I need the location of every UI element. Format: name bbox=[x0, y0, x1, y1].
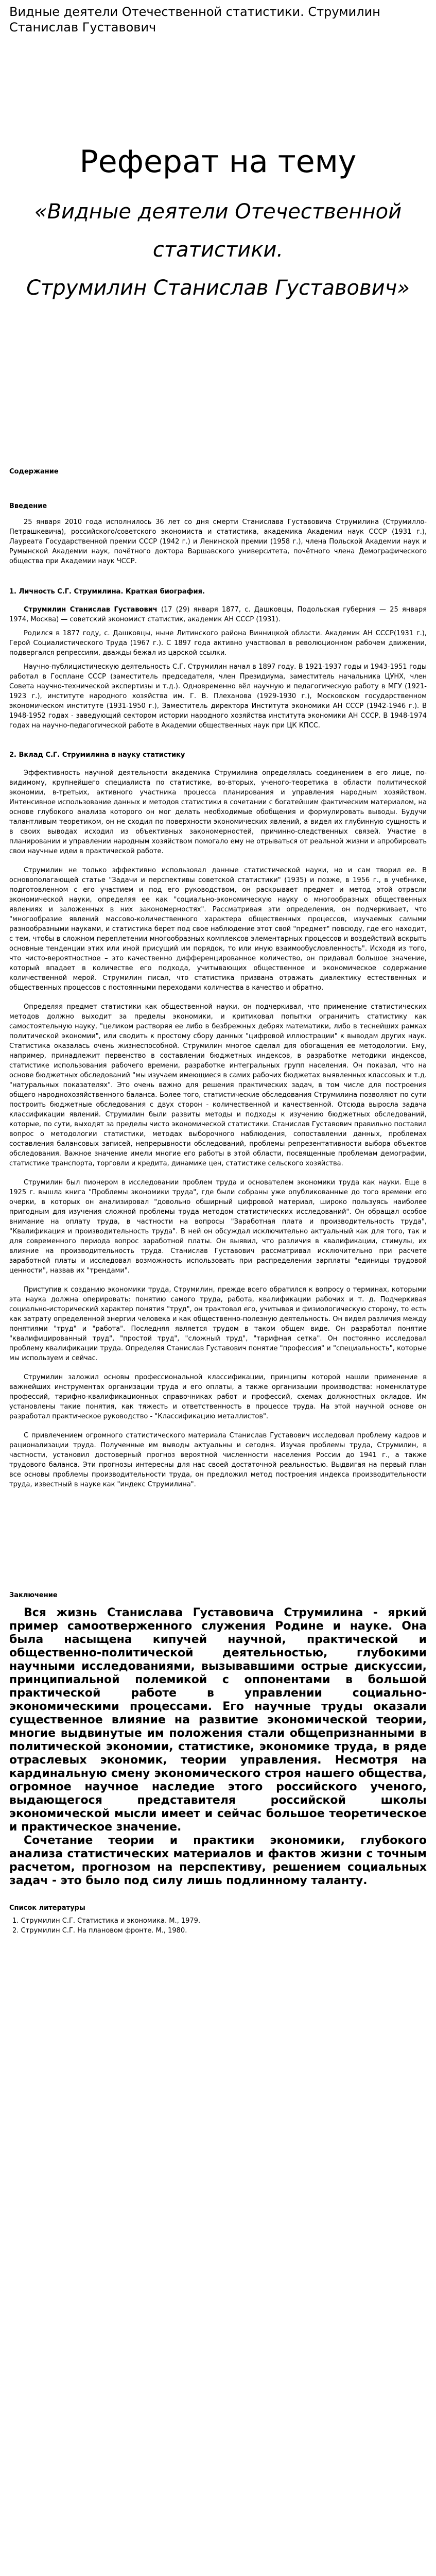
literature-heading: Список литературы bbox=[9, 1904, 85, 1912]
contribution-paragraph: Струмилин не только эффективно использовал данные статистической науки, но и сам творил ее. В основополагающей статье "Задачи и перспективы советской статистики" (1935) и позже, в 1956 г., в учебнике, подготовленном с его участием и под его руководством, он раскрывает предмет и метод этой отрасли экономической науки, определяя ее как "социально-экономическую науку о многообразных общественных явлениях и заложенных в них закономерностях". Рассматривая эти определения, он подчеркивает, что "многообразие явлений массово-количественного характера общественных процессов, изучаемых самыми разнообразными науками, и статистика берет под свое наблюдение этот свой "предмет" повсюду, где его находит, с тем, чтобы в сложном переплетении многообразных комплексов элементарных процессов и воздействий вскрыть основные тенденции этих или иной присущий им порядок, то или иную взаимообусловленность". Исходя из того, что чисто-вероятностное – это качественно дифференцированное количество, он придавал большое значение, который впадает в количестве его подхода, учитывающих общественное и экономическое содержание количественной мерой. Струмилин писал, что статистика призвана отражать диалектику естественных и общественных процессов с постоянными переходами количества в качество и обратно. bbox=[9, 867, 427, 992]
literature-item: 1. Струмилин С.Г. Статистика и экономика. М., 1979. bbox=[12, 1917, 201, 1925]
conclusion-heading: Заключение bbox=[9, 1591, 58, 1599]
title-block bbox=[0, 35, 436, 307]
essay-subtitle-line-1: «Видные деятели Отечественной статистики. bbox=[34, 200, 402, 262]
intro-paragraph: 25 января 2010 года исполнилось 36 лет со дня смерти Станислава Густавовича Струмилина (Струмилло-Петрашкевича), российского/советского экономиста и статистика, академика Академии наук СССР (1931 г.), Лауреата Государственной премии СССР (1942 г.) и Ленинской премии (1958 г.), члена Польской Академии наук и Румынской Академии наук, почётного доктора Варшавского университета, почётного члена Демографического общества при Академии наук ЧССР. bbox=[9, 518, 427, 565]
document-body bbox=[0, 467, 436, 1936]
essay-subtitle-line-2: Струмилин Станислав Густавович» bbox=[26, 276, 410, 300]
conclusion-paragraph-1: Вся жизнь Станислава Густавовича Струмилина - яркий пример самоотверженного служения Родине и науке. Она была насыщена кипучей научной, практической и общественно-политической деятельностью, глубокими научными исследованиями, вызывавшими острые дискуссии, принципиальной полемикой с оппонентами в большой практической работе в управлении социально-экономическими процессами. Его научные труды оказали существенное влияние на развитие экономической теории, многие выдвинутые им положения стали общепризнанными в политической экономии, статистике, экономике труда, в ряде отраслевых экономик, теории управления. Несмотря на кардинальную смену экономического строя нашего общества, огромное научное наследие этого российского ученого, выдающегося представителя российской школы экономической мысли имеет и сейчас большое теоретическое и практическое значение. bbox=[9, 1606, 427, 1834]
contribution-paragraph: С привлечением огромного статистического материала Станислав Густавович исследовал проблему кадров и рационализации труда. Полученные им выводы актуальны и сегодня. Изучая проблемы труда, Струмилин, в частности, установил достоверный прогноз вероятной численности населения России до 1941 г., а также трудового баланса. Эти прогнозы интересны для нас своей достаточной реальностью. Выдвигая на первый план все основы проблемы производительности труда, он предложил метод построения индекса производительности труда, известный в науке как "индекс Струмилина". bbox=[9, 1432, 427, 1488]
contribution-paragraph: Струмилин заложил основы профессиональной классификации, принципы которой нашли применение в важнейших инструментах организации труда и его оплаты, а также организации производства: номенклатуре профессий, тарифно-квалификационных справочниках работ и профессий, схемах должностных окладов. Им установлены такие понятия, как тяжесть и ответственность в процессе труда. На этой научной основе он разработал практическое руководство - "Классификацию металлистов". bbox=[9, 1374, 427, 1420]
bio-paragraph-1-text: (17 (29) января 1877, с. Дашковцы, Подольская губерния — 25 января 1974, Москва) — советский экономист статистик, академик АН СССР (1931). bbox=[9, 606, 427, 623]
toc-heading: Содержание bbox=[9, 468, 59, 476]
contribution-paragraph: Определяя предмет статистики как общественной науки, он подчеркивал, что применение статистических методов должно выходит за пределы экономики, и критиковал попытки ограничить статистику как самостоятельную науку, "целиком растворяя ее либо в безбрежных дебрях математики, либо в теснейших рамках политической экономии", или сводить к простому сбору данных "цифровой иллюстрации" к выводам других наук. Статистика оказалась очень жизнеспособной. Струмилин многое сделал для обогащения ее методологии. Ему, например, принадлежит первенство в составлении бюджетных индексов, в разработке методики индексов, статистике использования рабочего времени, разработке интегральных групп населения. Он показал, что на основе бюджетных обследований "мы изучаем имеющиеся в самих рабочих бюджетах выявленных классовых и т.д. "натуральных показателях". Это очень важно для решения практических задач, в том числе для построения общего народнохозяйственного баланса. Более того, статистические обследования Струмилина позволяют по сути построить бюджетные обследования с двух сторон - количественной и качественной. Отсюда выросла задача классификации явлений. Струмилин были развиты методы и подходы к изучению бюджетных обследований, которые, по сути, выходят за пределы чисто экономической статистики. Станислав Густавович правильно поставил вопрос о методологии статистики, методах выборочного наблюдения, сопоставлении данных, проблемах составления балансовых записей, непрерывности обследований, проблемы репрезентативности выбора объектов обследования. Важное значение имели многие его работы в этой области, посвященные проблемам демографии, статистике транспорта, торговли и кредита, динамике цен, статистике сельского хозяйства. bbox=[9, 1003, 427, 1167]
contribution-heading: 2. Вклад С.Г. Струмилина в науку статистику bbox=[9, 751, 185, 759]
conclusion-paragraph-2: Сочетание теории и практики экономики, глубокого анализа статистических материалов и фактов жизни с точным расчетом, прогнозом на перспективу, решением социальных задач - это было под силу лишь подлинному таланту. bbox=[9, 1834, 427, 1887]
bio-heading: 1. Личность С.Г. Струмилина. Краткая биография. bbox=[9, 588, 205, 596]
document-title: Видные деятели Отечественной статистики. Струмилин Станислав Густавович bbox=[9, 5, 380, 35]
literature-item: 2. Струмилин С.Г. На плановом фронте. М., 1980. bbox=[12, 1927, 187, 1935]
person-name: Струмилин Станислав Густавович bbox=[24, 606, 158, 614]
contribution-paragraph: Приступив к созданию экономики труда, Струмилин, прежде всего обратился к вопросу о терминах, которыми эта наука должна оперировать: понятию самого труда, работа, квалификации рабочих и т. д. Подчеркивая социально-исторический характер понятия "труд", он трактовал его, учитывая и физиологическую сторону, то есть как затрату определенной энергии человека и как общественно-полезную деятельность. Он видел различия между понятиями "труд" и "работа". Последняя является трудом в таком общем виде. Он разработал понятие "квалифицированный труд", "простой труд", "сложный труд", "тарифная сетка". Он постоянно исследовал проблему квалификации труда. Определяя Станислав Густавович понятие "профессия" и "специальность", которые мы используем и сейчас. bbox=[9, 1286, 427, 1362]
bio-paragraph-1 bbox=[9, 605, 427, 624]
bio-paragraph-3: Научно-публицистическую деятельность С.Г. Струмилин начал в 1897 году. В 1921-1937 годы и 1943-1951 годы работал в Госплане СССР (заместитель председателя, член Президиума, заместитель начальника ЦУНХ, член Совета научно-технической экспертизы и т.д.). Одновременно вёл научную и педагогическую работу в МГУ (1921-1923 г.), институте народного хозяйства им. Г. В. Плеханова (1929-1930 г.), Московском государственном экономическом институте (1931-1950 г.), Заместитель директора Института экономики АН СССР (1942-1946 г.). В 1948-1952 годах - заведующий сектором истории народного хозяйства института экономики АН СССР. В 1948-1974 годах на научно-педагогической работе в Академии общественных наук при ЦК КПСС. bbox=[9, 663, 427, 730]
essay-heading: Реферат на тему bbox=[79, 144, 357, 180]
contribution-paragraph: Струмилин был пионером в исследовании проблем труда и основателем экономики труда как науки. Еще в 1925 г. вышла книга "Проблемы экономики труда", где были собраны уже опубликованные до того времени его очерки, в которых он анализировал "довольно обширный цифровой материал, широко пользуясь наиболее пригодным для изучения сложной проблемы труда методом статистических исследований". Он обращал особое внимание на оплату труда, в частности на вопросы "Заработная плата и производительность труда", "Квалификация и производительность труда". В ней он обсуждал исключительно актуальный как для того, так и для современного периода вопрос заработной платы. Он выявил, что различия в квалификации, стимулы, их влияние на производительность труда. Станислав Густавович рассматривал исключительно при расчете заработной платы и исследовал возможность использовать при распределении зарплаты "единицы трудовой ценности", назвав их "трендами". bbox=[9, 1179, 427, 1275]
intro-heading: Введение bbox=[9, 502, 47, 510]
bio-paragraph-2: Родился в 1877 году, с. Дашковцы, ныне Литинского района Винницкой области. Академик АН СССР(1931 г.), Герой Социалистического Труда (1967 г.). С 1897 года активно участвовал в революционном рабочем движении, подвергался репрессиям, дважды бежал из царской ссылки. bbox=[9, 630, 427, 657]
contribution-paragraph: Эффективность научной деятельности академика Струмилина определялась соединением в его лице, по-видимому, крупнейшего специалиста по статистике, во-вторых, ученого-теоретика в области политической экономии, в-третьих, активного участника процесса планирования и управления народным хозяйством. Интенсивное использование данных и методов статистики в сочетании с богатейшим фактическим материалом, на основе глубокого анализа которого он мог делать необходимые обобщения и формулировать выводы. Будучи талантливым теоретиком, он не сходил по поверхности экономических явлений, а видел их глубинную сущность и в своих выводах исходил из объективных закономерностей, причинно-следственных связей. Участие в планировании и управлении народным хозяйством помогало ему не отрываться от реальной жизни и апробировать свои научные идеи в практической работе. bbox=[9, 769, 427, 855]
